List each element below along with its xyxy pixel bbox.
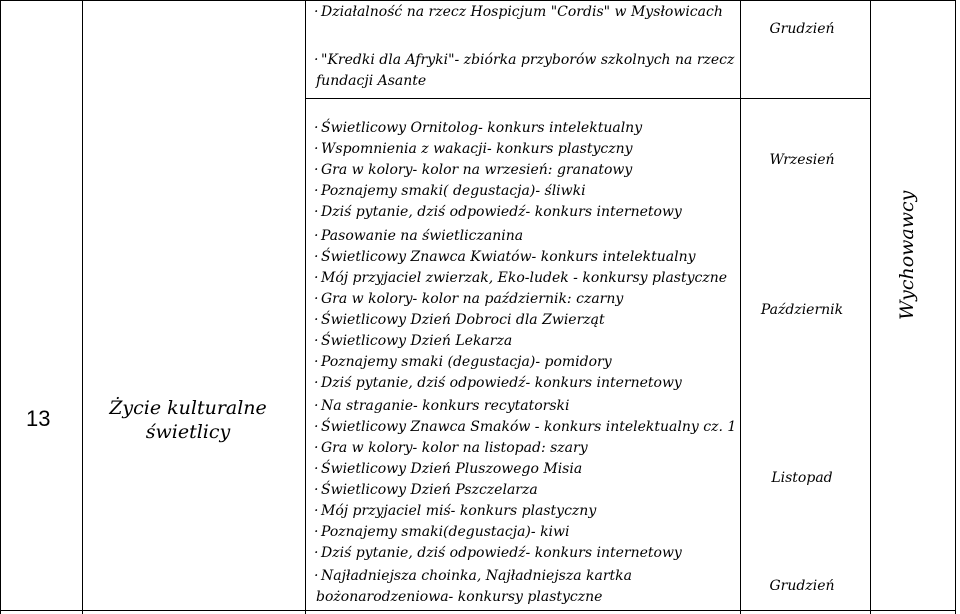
bullet-marker: · (314, 354, 319, 370)
activity-text: Wspomnienia z wakacji- konkurs plastyczny (321, 141, 633, 157)
activity-item (314, 543, 682, 564)
category-line: świetlicy (145, 421, 231, 443)
activity-item (314, 438, 588, 459)
activity-item (314, 202, 682, 223)
activity-item (314, 352, 612, 373)
bullet-marker: · (314, 141, 319, 157)
month-label: Grudzień (769, 578, 835, 594)
activity-item (314, 139, 633, 160)
bullet-marker: · (314, 162, 319, 178)
activity-text: bożonarodzeniowa- konkursy plastyczne (316, 589, 603, 605)
table-border-top (0, 0, 956, 1)
activity-text: Świetlicowy Dzień Dobroci dla Zwierząt (321, 312, 605, 328)
month-label: Listopad (771, 470, 833, 486)
table-border-right (955, 0, 956, 614)
activity-item (314, 118, 642, 139)
activity-item (316, 71, 426, 92)
category-label (108, 396, 268, 444)
activity-item (314, 522, 570, 543)
activity-text: Działalność na rzecz Hospicjum "Cordis" w Mysłowicach (321, 4, 723, 20)
bullet-marker: · (314, 461, 319, 477)
activity-item (314, 181, 586, 202)
activity-item (314, 501, 596, 522)
activity-text: Gra w kolory- kolor na listopad: szary (321, 440, 588, 456)
activity-text: Pasowanie na świetliczanina (321, 228, 524, 244)
activity-item (314, 50, 734, 71)
bullet-marker: · (314, 333, 319, 349)
bullet-marker: · (314, 419, 319, 435)
bullet-marker: · (314, 291, 319, 307)
activity-text: Świetlicowy Dzień Lekarza (321, 333, 513, 349)
row-divider (306, 98, 871, 99)
column-divider (870, 0, 871, 614)
activity-item (314, 480, 538, 501)
bullet-marker: · (314, 482, 319, 498)
activity-item (314, 417, 736, 438)
responsible-label: Wychowawcy (896, 190, 918, 320)
activity-item (314, 226, 523, 247)
activity-text: Poznajemy smaki(degustacja)- kiwi (321, 524, 570, 540)
bullet-marker: · (314, 120, 319, 136)
row-number: 13 (26, 406, 51, 431)
activity-item (314, 459, 582, 480)
bullet-marker: · (314, 524, 319, 540)
bullet-marker: · (314, 183, 319, 199)
activity-text: Mój przyjaciel miś- konkurs plastyczny (321, 503, 597, 519)
activity-item (314, 566, 632, 587)
bullet-marker: · (314, 52, 319, 68)
activity-item (314, 2, 723, 23)
category-line: Życie kulturalne (109, 397, 267, 419)
month-label: Grudzień (769, 21, 835, 37)
activity-item (314, 289, 623, 310)
bullet-marker: · (314, 249, 319, 265)
month-label: Wrzesień (769, 152, 835, 168)
activity-item (316, 587, 602, 608)
activity-item (314, 373, 682, 394)
activity-text: Mój przyjaciel zwierzak, Eko-ludek - konkursy plastyczne (321, 270, 728, 286)
bullet-marker: · (314, 440, 319, 456)
activity-text: "Kredki dla Afryki"- zbiórka przyborów szkolnych na rzecz (321, 52, 735, 68)
bullet-marker: · (314, 312, 319, 328)
activity-item (314, 331, 512, 352)
activity-text: fundacji Asante (316, 73, 427, 89)
bullet-marker: · (314, 270, 319, 286)
activity-text: Dziś pytanie, dziś odpowiedź- konkurs internetowy (321, 375, 682, 391)
bullet-marker: · (314, 398, 319, 414)
activity-text: Poznajemy smaki( degustacja)- śliwki (321, 183, 586, 199)
activity-item (314, 310, 605, 331)
activity-item (314, 160, 632, 181)
activity-text: Najładniejsza choinka, Najładniejsza kartka (321, 568, 633, 584)
bullet-marker: · (314, 228, 319, 244)
bullet-marker: · (314, 568, 319, 584)
activity-text: Gra w kolory- kolor na wrzesień: granatowy (321, 162, 633, 178)
bullet-marker: · (314, 375, 319, 391)
bullet-marker: · (314, 545, 319, 561)
month-label: Październik (760, 302, 844, 318)
table-border-left (0, 0, 1, 614)
activity-text: Na straganie- konkurs recytatorski (321, 398, 570, 414)
bullet-marker: · (314, 204, 319, 220)
activity-text: Dziś pytanie, dziś odpowiedź- konkurs internetowy (321, 545, 682, 561)
activity-text: Gra w kolory- kolor na październik: czarny (321, 291, 624, 307)
activity-text: Świetlicowy Znawca Smaków - konkurs intelektualny cz. 1 (321, 419, 737, 435)
bullet-marker: · (314, 4, 319, 20)
activity-item (314, 247, 696, 268)
bullet-marker: · (314, 503, 319, 519)
activity-text: Poznajemy smaki (degustacja)- pomidory (321, 354, 612, 370)
activity-text: Świetlicowy Ornitolog- konkurs intelektualny (321, 120, 643, 136)
activity-text: Świetlicowy Dzień Pluszowego Misia (321, 461, 583, 477)
column-divider (305, 0, 306, 614)
column-divider (82, 0, 83, 614)
activity-item (314, 396, 570, 417)
activity-text: Świetlicowy Dzień Pszczelarza (321, 482, 538, 498)
table-border-bottom (0, 610, 956, 611)
activity-item (314, 268, 727, 289)
activity-text: Świetlicowy Znawca Kwiatów- konkurs intelektualny (321, 249, 696, 265)
activity-text: Dziś pytanie, dziś odpowiedź- konkurs internetowy (321, 204, 682, 220)
